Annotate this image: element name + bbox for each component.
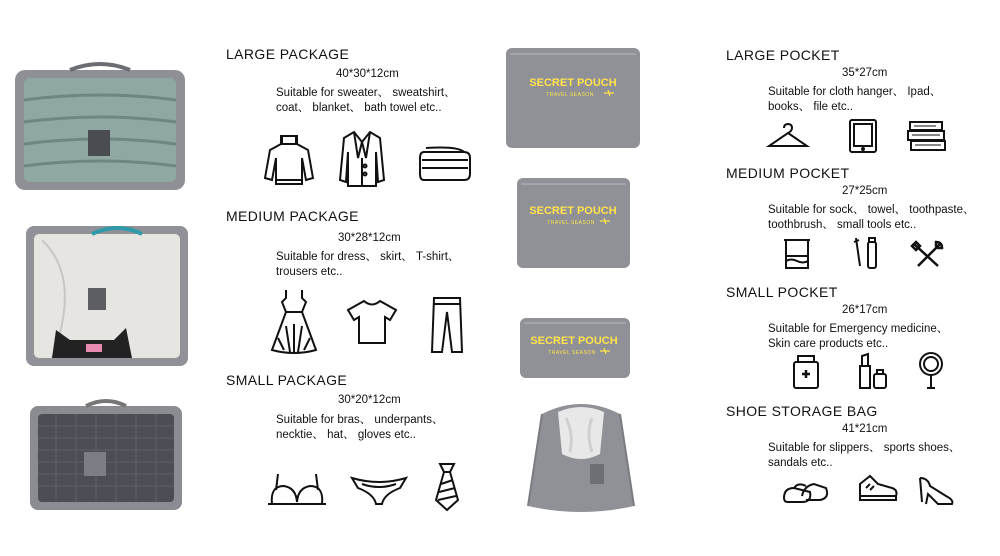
- pouch-label-small: SECRET POUCH: [530, 335, 618, 347]
- small-package-desc-line2: necktie、 hat、 gloves etc..: [276, 429, 416, 441]
- coat-icon: [338, 128, 386, 188]
- high-heel-icon: [916, 472, 956, 508]
- small-pocket-title: SMALL POCKET: [726, 284, 838, 300]
- small-package-image: [26, 396, 186, 512]
- large-package-size: 40*30*12cm: [336, 68, 399, 80]
- slippers-icon: [782, 478, 830, 506]
- medium-pocket-desc-line1: Suitable for sock、 towel、 toothpaste、: [768, 204, 975, 216]
- necktie-icon: [428, 462, 466, 512]
- small-pouch-image: [518, 316, 632, 380]
- toothpaste-icon: [852, 236, 880, 272]
- books-icon: [906, 120, 948, 152]
- medium-pocket-desc-line2: toothbrush、 small tools etc..: [768, 219, 917, 231]
- medium-package-desc-line2: trousers etc..: [276, 266, 343, 278]
- medium-package-image: [22, 218, 192, 368]
- pouch-sublabel-large: TRAVEL SEASON: [546, 92, 594, 98]
- large-pocket-desc-line2: books、 file etc..: [768, 101, 854, 113]
- medium-package-desc-line1: Suitable for dress、 skirt、 T-shirt、: [276, 251, 460, 263]
- medicine-icon: [790, 354, 822, 390]
- shoe-bag-image: [522, 394, 640, 518]
- large-package-desc-line1: Suitable for sweater、 sweatshirt、: [276, 87, 456, 99]
- trousers-icon: [430, 296, 464, 354]
- shoe-bag-desc-line2: sandals etc..: [768, 457, 833, 469]
- small-pocket-desc-line2: Skin care products etc..: [768, 338, 889, 350]
- towel-rack-icon: [782, 236, 812, 272]
- large-pouch-image: [504, 46, 642, 150]
- small-package-size: 30*20*12cm: [338, 394, 401, 406]
- large-package-title: LARGE PACKAGE: [226, 46, 350, 62]
- large-package-image: [10, 60, 190, 195]
- medium-package-title: MEDIUM PACKAGE: [226, 208, 359, 224]
- bra-icon: [266, 470, 328, 510]
- pouch-label-large: SECRET POUCH: [529, 77, 617, 89]
- hand-mirror-icon: [916, 350, 946, 390]
- underpants-icon: [350, 474, 408, 508]
- dress-icon: [264, 288, 324, 356]
- tools-icon: [910, 240, 944, 270]
- small-package-desc-line1: Suitable for bras、 underpants、: [276, 414, 444, 426]
- pouch-label-medium: SECRET POUCH: [529, 205, 617, 217]
- small-package-title: SMALL PACKAGE: [226, 372, 348, 388]
- large-pocket-size: 35*27cm: [842, 67, 888, 79]
- shoe-bag-size: 41*21cm: [842, 423, 888, 435]
- pouch-sublabel-small: TRAVEL SEASON: [548, 350, 596, 356]
- folded-towel-icon: [418, 144, 474, 184]
- large-package-desc-line2: coat、 blanket、 bath towel etc..: [276, 102, 442, 114]
- tshirt-icon: [344, 298, 400, 346]
- medium-pocket-title: MEDIUM POCKET: [726, 165, 850, 181]
- large-pocket-desc-line1: Suitable for cloth hanger、 Ipad、: [768, 86, 942, 98]
- medium-package-size: 30*28*12cm: [338, 232, 401, 244]
- tablet-icon: [848, 118, 878, 154]
- cosmetics-icon: [856, 352, 888, 390]
- sweater-icon: [262, 132, 316, 188]
- shoe-bag-desc-line1: Suitable for slippers、 sports shoes、: [768, 442, 961, 454]
- small-pocket-desc-line1: Suitable for Emergency medicine、: [768, 323, 949, 335]
- medium-pouch-image: [515, 176, 632, 270]
- shoe-bag-title: SHOE STORAGE BAG: [726, 403, 878, 419]
- large-pocket-title: LARGE POCKET: [726, 47, 840, 63]
- hanger-icon: [766, 122, 810, 150]
- sneakers-icon: [856, 472, 900, 508]
- pouch-sublabel-medium: TRAVEL SEASON: [547, 220, 595, 226]
- small-pocket-size: 26*17cm: [842, 304, 888, 316]
- medium-pocket-size: 27*25cm: [842, 185, 888, 197]
